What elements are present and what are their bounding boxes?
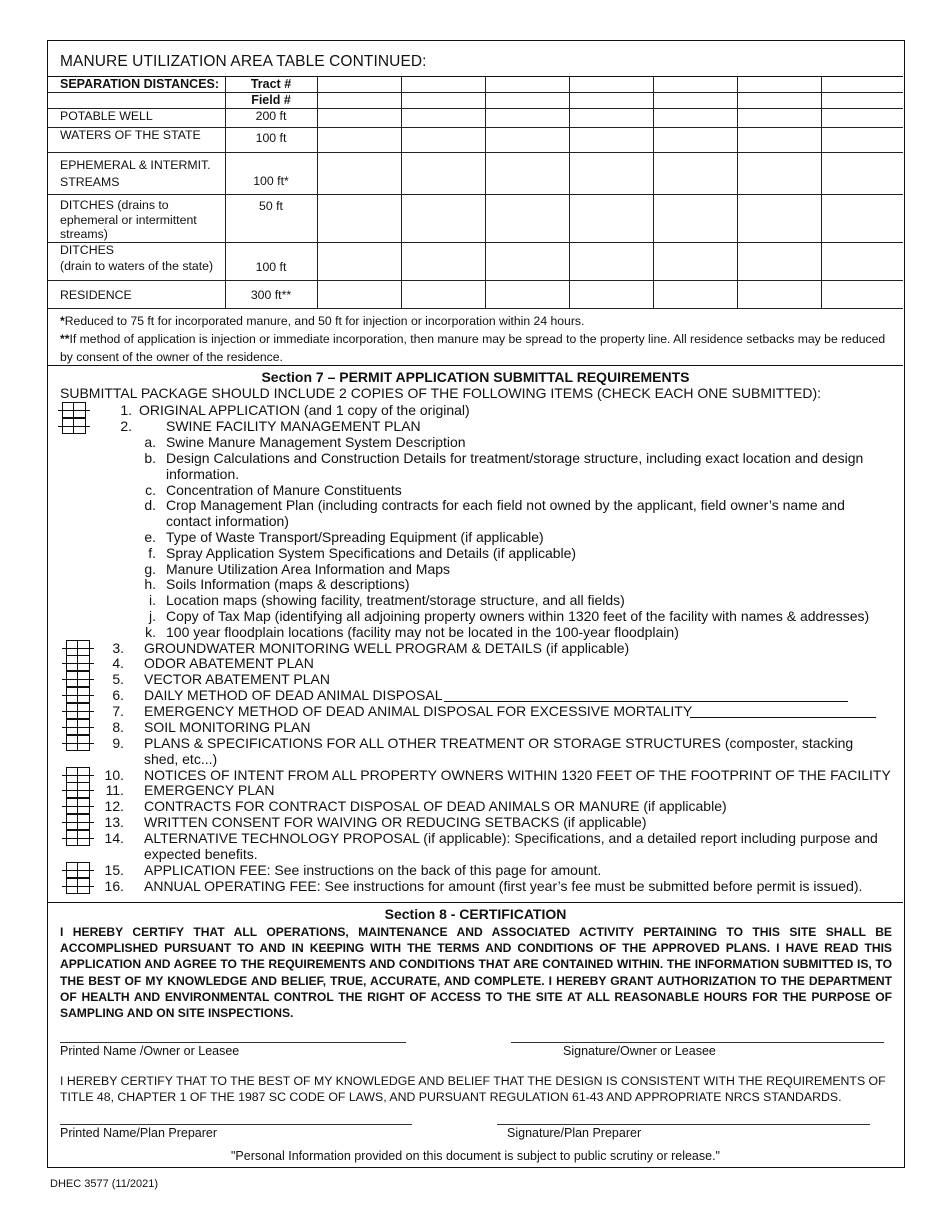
table-row bbox=[48, 93, 903, 109]
form-id: DHEC 3577 (11/2021) bbox=[50, 1178, 159, 1190]
checkbox-item-4[interactable] bbox=[66, 655, 90, 671]
checkbox-item-11[interactable] bbox=[66, 782, 90, 798]
table-row bbox=[48, 109, 903, 128]
checkbox-item-12[interactable] bbox=[66, 798, 90, 814]
subitem-c: Concentration of Manure Constituents bbox=[166, 482, 402, 498]
emergency-disposal-input[interactable] bbox=[690, 717, 876, 718]
subitem-a: Swine Manure Management System Description bbox=[166, 434, 466, 450]
field-cell[interactable] bbox=[737, 93, 821, 109]
table-row bbox=[48, 128, 903, 153]
item-15: APPLICATION FEE: See instructions on the back of this page for amount. bbox=[144, 862, 602, 878]
item-3: GROUNDWATER MONITORING WELL PROGRAM & DETAILS (if applicable) bbox=[144, 640, 630, 656]
subitem-j: Copy of Tax Map (identifying all adjoining property owners within 1320 feet of the facility with names & addresses) bbox=[166, 608, 870, 624]
daily-disposal-input[interactable] bbox=[444, 701, 848, 702]
preparer-name-line[interactable] bbox=[60, 1124, 412, 1125]
owner-signature-label: Signature/Owner or Leasee bbox=[563, 1044, 716, 1058]
checkbox-item-13[interactable] bbox=[66, 814, 90, 830]
row-label: WATERS OF THE STATE bbox=[48, 128, 225, 153]
checkbox-item-9[interactable] bbox=[66, 735, 90, 751]
checkbox-item-8[interactable] bbox=[66, 719, 90, 735]
owner-name-label: Printed Name /Owner or Leasee bbox=[60, 1044, 240, 1058]
checkbox-item-3[interactable] bbox=[66, 640, 90, 656]
item-12: CONTRACTS FOR CONTRACT DISPOSAL OF DEAD ANIMALS OR MANURE (if applicable) bbox=[144, 798, 727, 814]
item-6: DAILY METHOD OF DEAD ANIMAL DISPOSAL bbox=[144, 687, 443, 703]
subitem-i: Location maps (showing facility, treatment/storage structure, and all fields) bbox=[166, 592, 625, 608]
item-4: ODOR ABATEMENT PLAN bbox=[144, 655, 314, 671]
checkbox-item-6[interactable] bbox=[66, 687, 90, 703]
section7-title: Section 7 – PERMIT APPLICATION SUBMITTAL REQUIREMENTS bbox=[261, 369, 690, 385]
checkbox-item-2[interactable] bbox=[62, 418, 86, 434]
subitem-g: Manure Utilization Area Information and Maps bbox=[166, 561, 451, 577]
divider bbox=[48, 902, 903, 903]
section7-intro: SUBMITTAL PACKAGE SHOULD INCLUDE 2 COPIES OF THE FOLLOWING ITEMS (CHECK EACH ONE SUBMITTED): bbox=[60, 385, 822, 401]
row-value: 100 ft* bbox=[225, 153, 317, 195]
field-cell[interactable] bbox=[317, 93, 401, 109]
checkbox-item-15[interactable] bbox=[66, 862, 90, 878]
item-14: ALTERNATIVE TECHNOLOGY PROPOSAL (if applicable): Specifications, and a detailed report including purpose and expected benefits. bbox=[144, 830, 878, 862]
separation-header: SEPARATION DISTANCES: bbox=[48, 77, 225, 93]
form-frame: MANURE UTILIZATION AREA TABLE CONTINUED: SEPARATION DISTANCES: Tract # Field # POTABLE WELL 200 ft WATERS OF THE STATE 100 ft EPHEMERAL & INTERMIT. STREAMS 100 ft* DITCHES (drains to ephemeral or intermittent streams) 50 ft DITCHES (drain to waters of the state) 100 ft RESIDENCE 300 ft** *Reduced to 75 ft for incorporated manure, and 50 ft for injection or incorporation within 24 hours. **If method of application is injection or immediate incorporation, then manure may be spread to the property line. All residence setbacks may be reduced by consent of the owner of the residence. Section 7 – PERMIT APPLICATION SUBMITTAL REQUIREMENTS SUBMITTAL PACKAGE SHOULD INCLUDE 2 COPIES OF THE FOLLOWING ITEMS (CHECK EACH ONE SUBMITTED): 1. ORIGINAL APPLICATION (and 1 copy of the original) 2. SWINE FACILITY MANAGEMENT PLAN a. Swine Manure Management System Description b. Design Calculations and Construction Details for treatment/storage structure, including exact location and design information. c. Concentration of Manure Constituents d. Crop Management Plan (including contracts for each field not owned by the applicant, field owner’s name and contact information) e. Type of Waste Transport/Spreading Equipment (if applicable) f. Spray Application System Specifications and Details (if applicable) g. Manure Utilization Area Information and Maps h. Soils Information (maps & descriptions) i. Location maps (showing facility, treatment/storage structure, and all fields) j. Copy of Tax Map (identifying all adjoining property owners within 1320 feet of the facility with names & addresses) k. 100 year floodplain locations (facility may not be located in the 100-year floodplain) 3. GROUNDWATER MONITORING WELL PROGRAM & DETAILS (if applicable) 4. ODOR ABATEMENT PLAN 5. VECTOR ABATEMENT PLAN 6. DAILY METHOD OF DEAD ANIMAL DISPOSAL 7. EMERGENCY METHOD OF DEAD ANIMAL DISPOSAL FOR EXCESSIVE MORTALITY 8. SOIL MONITORING PLAN 9. PLANS & SPECIFICATIONS FOR ALL OTHER TREATMENT OR STORAGE STRUCTURES (composter, stacking shed, etc...) 10. NOTICES OF INTENT FROM ALL PROPERTY OWNERS WITHIN 1320 FEET OF THE FOOTPRINT OF THE FACILITY 11. EMERGENCY PLAN 12. CONTRACTS FOR CONTRACT DISPOSAL OF DEAD ANIMALS OR MANURE (if applicable) 13. WRITTEN CONSENT FOR WAIVING OR REDUCING SETBACKS (if applicable) 14. ALTERNATIVE TECHNOLOGY PROPOSAL (if applicable): Specifications, and a detailed report including purpose and expected benefits. 15. APPLICATION FEE: See instructions on the back of this page for amount. 16. ANNUAL OPERATING FEE: See instructions for amount (first year’s fee must be submitted before permit is issued). Section 8 - CERTIFICATION I HEREBY CERTIFY THAT ALL OPERATIONS, MAINTENANCE AND ASSOCIATED ACTIVITY PERTAINING TO THIS SITE SHALL BE ACCOMPLISHED PURSUANT TO AND IN KEEPING WITH THE TERMS AND CONDITIONS OF THE APPROVED PLANS. I HAVE READ THIS APPLICATION AND AGREE TO THE REQUIREMENTS AND CONDITIONS THAT ARE CONTAINED WITHIN. THE INFORMATION SUBMITTED IS, TO THE BEST OF MY KNOWLEDGE AND BELIEF, TRUE, ACCURATE, AND COMPLETE. I HEREBY GRANT AUTHORIZATION TO THE DEPARTMENT OF HEALTH AND ENVIRONMENTAL CONTROL THE RIGHT OF ACCESS TO THE SITE AT ALL REASONABLE HOURS FOR THE PURPOSE OF SAMPLING AND ON SITE INSPECTIONS. Printed Name /Owner or Leasee Signature/Owner or Leasee I HEREBY CERTIFY THAT TO THE BEST OF MY KNOWLEDGE AND BELIEF THAT THE DESIGN IS CONSISTENT WITH THE REQUIREMENTS OF TITLE 48, CHAPTER 1 OF THE 1987 SC CODE OF LAWS, AND PURSUANT REGULATION 61-43 AND APPROPRIATE NRCS STANDARDS. Printed Name/Plan Preparer Signature/Plan Preparer "Personal Information provided on this document is subject to public scrutiny or release." bbox=[47, 40, 905, 1168]
table-footnotes: *Reduced to 75 ft for incorporated manure, and 50 ft for injection or incorporation within 24 hours. **If method of application is injection or immediate incorporation, then manure may be spread to the property line. All residence setbacks may be reduced by consent of the owner of the residence. bbox=[60, 314, 886, 364]
table-row bbox=[48, 77, 903, 93]
section8-title: Section 8 - CERTIFICATION bbox=[384, 906, 567, 922]
tract-cell[interactable] bbox=[569, 77, 653, 93]
checkbox-item-5[interactable] bbox=[66, 671, 90, 687]
certification-text: I HEREBY CERTIFY THAT ALL OPERATIONS, MAINTENANCE AND ASSOCIATED ACTIVITY PERTAINING TO THIS SITE SHALL BE ACCOMPLISHED PURSUANT TO AND IN KEEPING WITH THE TERMS AND CONDITIONS OF THE APPROVED PLANS. I HAVE READ THIS APPLICATION AND AGREE TO THE REQUIREMENTS AND CONDITIONS THAT ARE CONTAINED WITHIN. THE INFORMATION SUBMITTED IS, TO THE BEST OF MY KNOWLEDGE AND BELIEF, TRUE, ACCURATE, AND COMPLETE. I HEREBY GRANT AUTHORIZATION TO THE DEPARTMENT OF HEALTH AND ENVIRONMENTAL CONTROL THE RIGHT OF ACCESS TO THE SITE AT ALL REASONABLE HOURS FOR THE PURPOSE OF SAMPLING AND ON SITE INSPECTIONS. bbox=[60, 925, 892, 1021]
item-5: VECTOR ABATEMENT PLAN bbox=[144, 671, 330, 687]
tract-label: Tract # bbox=[225, 77, 317, 93]
field-cell[interactable] bbox=[401, 93, 485, 109]
item-7: EMERGENCY METHOD OF DEAD ANIMAL DISPOSAL FOR EXCESSIVE MORTALITY bbox=[144, 703, 693, 719]
table-row bbox=[48, 243, 903, 281]
item-9: PLANS & SPECIFICATIONS FOR ALL OTHER TREATMENT OR STORAGE STRUCTURES (composter, stacking shed, etc...) bbox=[144, 735, 854, 767]
item-1: ORIGINAL APPLICATION (and 1 copy of the original) bbox=[139, 402, 470, 418]
field-cell[interactable] bbox=[821, 93, 903, 109]
field-cell[interactable] bbox=[569, 93, 653, 109]
row-value: 50 ft bbox=[225, 195, 317, 243]
tract-cell[interactable] bbox=[653, 77, 737, 93]
subitem-e: Type of Waste Transport/Spreading Equipment (if applicable) bbox=[166, 529, 544, 545]
checkbox-item-16[interactable] bbox=[66, 878, 90, 894]
tract-cell[interactable] bbox=[401, 77, 485, 93]
subitem-h: Soils Information (maps & descriptions) bbox=[166, 576, 410, 592]
separation-distances-table bbox=[48, 76, 903, 309]
row-value: 100 ft bbox=[225, 128, 317, 153]
row-value: 300 ft** bbox=[225, 281, 317, 309]
tract-cell[interactable] bbox=[317, 77, 401, 93]
field-cell[interactable] bbox=[485, 93, 569, 109]
manure-table-title: MANURE UTILIZATION AREA TABLE CONTINUED: bbox=[60, 53, 427, 70]
subitem-k: 100 year floodplain locations (facility may not be located in the 100-year floodplain) bbox=[166, 624, 679, 640]
item-13: WRITTEN CONSENT FOR WAIVING OR REDUCING SETBACKS (if applicable) bbox=[144, 814, 647, 830]
row-label: DITCHES (drain to waters of the state) bbox=[48, 243, 225, 281]
table-row bbox=[48, 153, 903, 195]
field-label: Field # bbox=[225, 93, 317, 109]
checkbox-item-7[interactable] bbox=[66, 703, 90, 719]
checkbox-item-14[interactable] bbox=[66, 830, 90, 846]
item-2: SWINE FACILITY MANAGEMENT PLAN bbox=[166, 418, 421, 434]
tract-cell[interactable] bbox=[821, 77, 903, 93]
row-label: POTABLE WELL bbox=[48, 109, 225, 128]
privacy-notice: "Personal Information provided on this document is subject to public scrutiny or release." bbox=[231, 1149, 720, 1163]
divider bbox=[48, 365, 903, 366]
preparer-signature-line[interactable] bbox=[497, 1124, 870, 1125]
item-11: EMERGENCY PLAN bbox=[144, 782, 275, 798]
subitem-d: Crop Management Plan (including contracts for each field not owned by the applicant, field owner’s name and contact information) bbox=[166, 497, 845, 529]
owner-signature-line[interactable] bbox=[511, 1042, 884, 1043]
row-label: DITCHES (drains to ephemeral or intermittent streams) bbox=[48, 195, 225, 243]
row-label: RESIDENCE bbox=[48, 281, 225, 309]
row-label: EPHEMERAL & INTERMIT. STREAMS bbox=[48, 153, 225, 195]
field-cell[interactable] bbox=[653, 93, 737, 109]
tract-cell[interactable] bbox=[485, 77, 569, 93]
tract-cell[interactable] bbox=[737, 77, 821, 93]
item-10: NOTICES OF INTENT FROM ALL PROPERTY OWNERS WITHIN 1320 FEET OF THE FOOTPRINT OF THE FACILITY bbox=[144, 767, 891, 783]
table-row bbox=[48, 195, 903, 243]
checkbox-item-10[interactable] bbox=[66, 767, 90, 783]
checkbox-item-1[interactable] bbox=[62, 402, 86, 418]
preparer-name-label: Printed Name/Plan Preparer bbox=[60, 1126, 218, 1140]
item-8: SOIL MONITORING PLAN bbox=[144, 719, 311, 735]
owner-name-line[interactable] bbox=[60, 1042, 406, 1043]
row-value: 100 ft bbox=[225, 243, 317, 281]
preparer-signature-label: Signature/Plan Preparer bbox=[507, 1126, 642, 1140]
table-row bbox=[48, 281, 903, 309]
preparer-certification: I HEREBY CERTIFY THAT TO THE BEST OF MY KNOWLEDGE AND BELIEF THAT THE DESIGN IS CONSISTENT WITH THE REQUIREMENTS OF TITLE 48, CHAPTER 1 OF THE 1987 SC CODE OF LAWS, AND PURSUANT REGULATION 61-43 AND APPROPRIATE NRCS STANDARDS. bbox=[60, 1074, 886, 1104]
item-16: ANNUAL OPERATING FEE: See instructions for amount (first year’s fee must be submitted before permit is issued). bbox=[144, 878, 863, 894]
subitem-b: Design Calculations and Construction Details for treatment/storage structure, including exact location and design information. bbox=[166, 450, 864, 482]
row-value: 200 ft bbox=[225, 109, 317, 128]
subitem-f: Spray Application System Specifications and Details (if applicable) bbox=[166, 545, 577, 561]
